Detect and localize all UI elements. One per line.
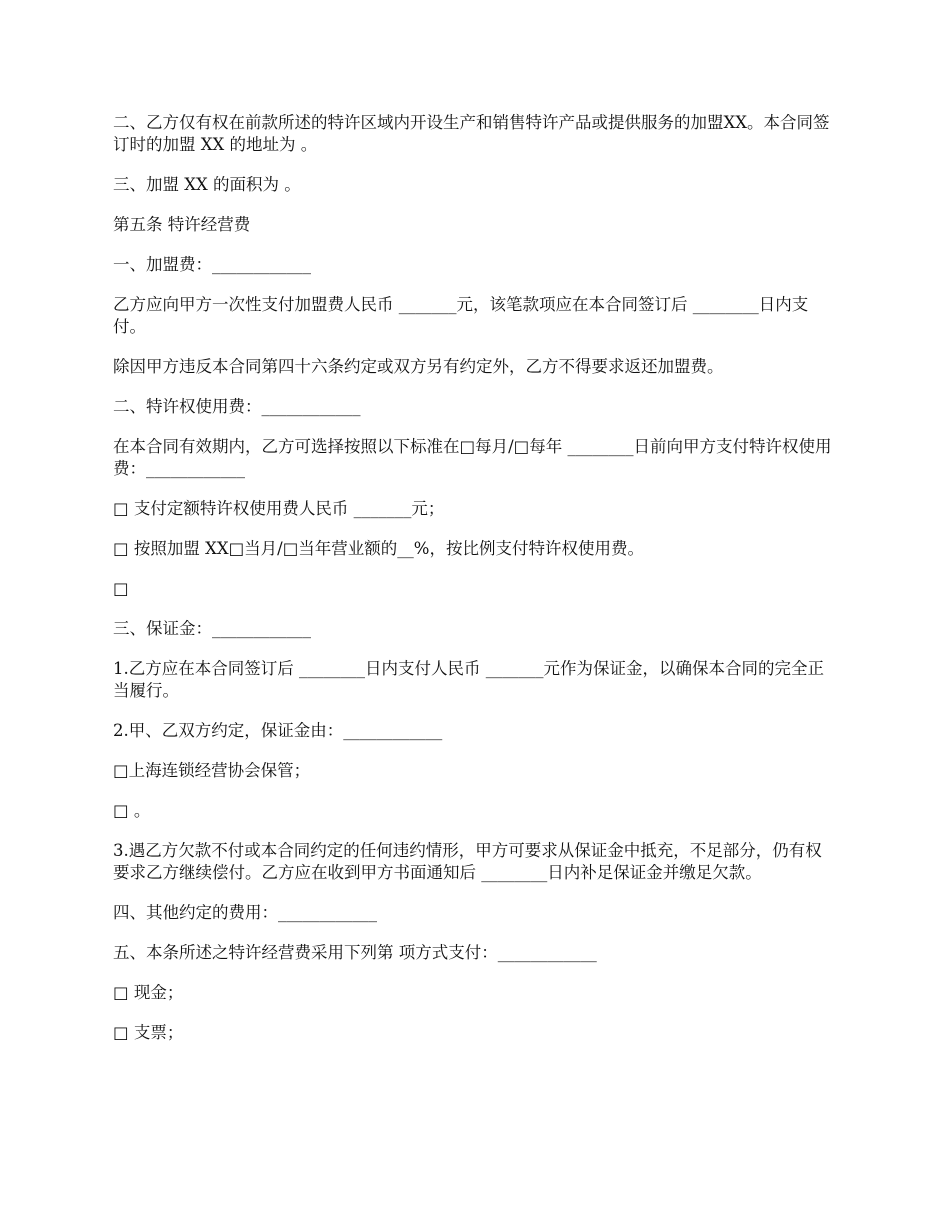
option-custody-association: □上海连锁经营协会保管；: [113, 761, 311, 780]
paragraph-royalty-schedule: 在本合同有效期内，乙方可选择按照以下标准在□每月/□每年 ________日前向甲方支付特许权使用费：____________: [113, 437, 832, 478]
paragraph-area: 三、加盟 XX 的面积为 。: [113, 175, 301, 194]
option-check: □ 支票；: [113, 1023, 184, 1042]
option-fixed-royalty: □ 支付定额特许权使用费人民币 _______元；: [113, 499, 445, 518]
paragraph-franchise-fee: 一、加盟费：____________: [113, 255, 311, 274]
paragraph-deposit-offset: 3.遇乙方欠款不付或本合同约定的任何违约情形，甲方可要求从保证金中抵充，不足部分，仍有权要求乙方继续偿付。乙方应在收到甲方书面通知后 ________日内补足保证金并缴足欠款。: [113, 841, 822, 882]
option-custody-other: □ 。: [113, 801, 151, 820]
option-cash: □ 现金；: [113, 983, 184, 1002]
paragraph-deposit-custody: 2.甲、乙双方约定，保证金由：____________: [113, 721, 443, 740]
option-percentage-royalty: □ 按照加盟 XX□当月/□当年营业额的__%，按比例支付特许权使用费。: [113, 539, 644, 558]
paragraph-fee-refund: 除因甲方违反本合同第四十六条约定或双方另有约定外，乙方不得要求返还加盟费。: [113, 357, 724, 376]
document-page: [113, 112, 838, 1062]
paragraph-deposit: 三、保证金：____________: [113, 619, 311, 638]
paragraph-other-fees: 四、其他约定的费用：____________: [113, 903, 377, 922]
paragraph-payment-method: 五、本条所述之特许经营费采用下列第 项方式支付：____________: [113, 943, 597, 962]
paragraph-location-rights: 二、乙方仅有权在前款所述的特许区域内开设生产和销售特许产品或提供服务的加盟XX。本合同签订时的加盟 XX 的地址为 。: [113, 113, 830, 154]
option-blank: □: [113, 579, 129, 598]
paragraph-franchise-fee-payment: 乙方应向甲方一次性支付加盟费人民币 _______元，该笔款项应在本合同签订后 ________日内支付。: [113, 295, 809, 336]
paragraph-deposit-payment: 1.乙方应在本合同签订后 ________日内支付人民币 _______元作为保证金，以确保本合同的完全正当履行。: [113, 659, 824, 700]
article-five-heading: 第五条 特许经营费: [113, 215, 251, 234]
paragraph-royalty-fee: 二、特许权使用费：____________: [113, 397, 361, 416]
